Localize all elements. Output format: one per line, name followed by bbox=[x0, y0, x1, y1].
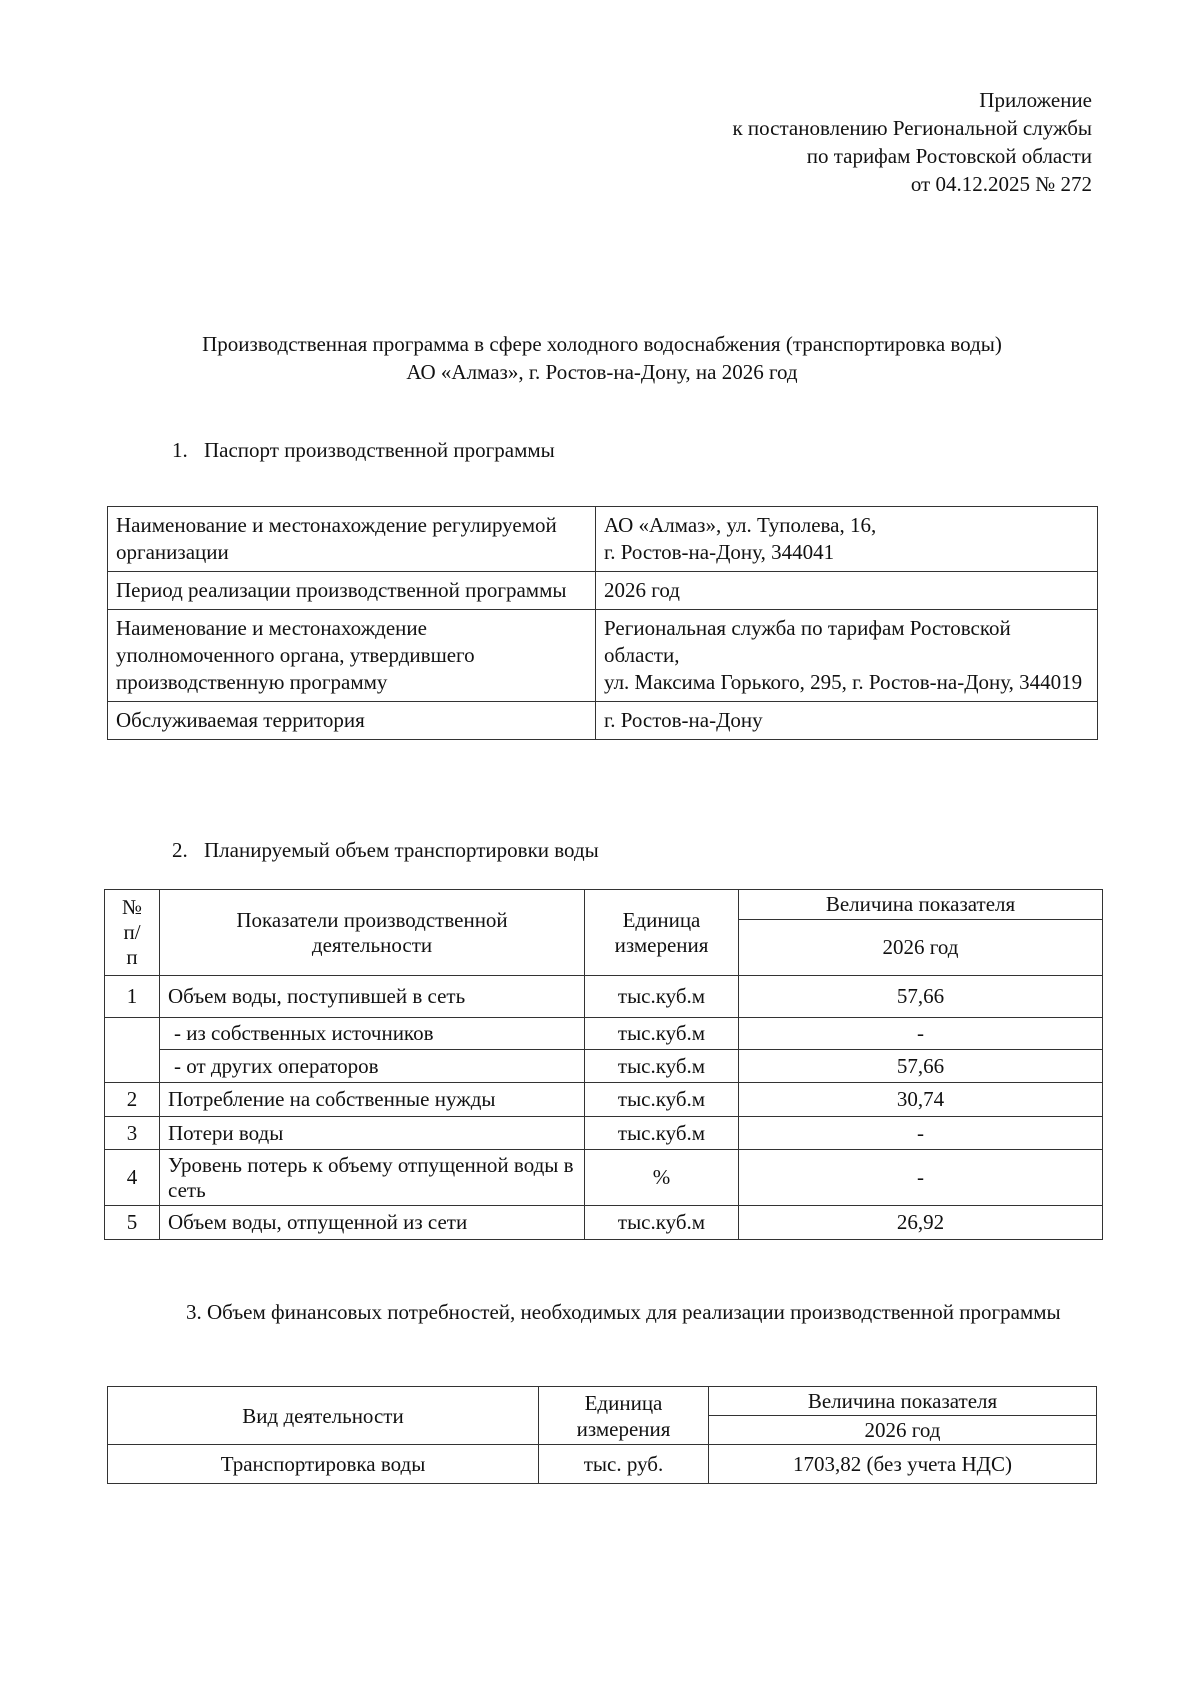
passport-label: Обслуживаемая территория bbox=[108, 702, 596, 740]
header-year: 2026 год bbox=[739, 920, 1103, 976]
header-value: Величина показателя bbox=[739, 890, 1103, 920]
row-indicator: Потребление на собственные нужды bbox=[160, 1083, 585, 1117]
row-unit: тыс.куб.м bbox=[585, 1083, 739, 1117]
table-row bbox=[108, 572, 1098, 610]
value-line: г. Ростов-на-Дону bbox=[604, 708, 763, 732]
value-line: г. Ростов-на-Дону, 344041 bbox=[604, 540, 835, 564]
row-value: - bbox=[739, 1150, 1103, 1206]
table-row bbox=[105, 976, 1103, 1018]
table-row bbox=[108, 702, 1098, 740]
row-value: 30,74 bbox=[739, 1083, 1103, 1117]
row-num: 5 bbox=[105, 1206, 160, 1240]
finance-table bbox=[107, 1386, 1097, 1484]
appendix-line: Приложение bbox=[979, 88, 1092, 112]
row-value: - bbox=[739, 1117, 1103, 1150]
row-num: 3 bbox=[105, 1117, 160, 1150]
row-indicator: - из собственных источников bbox=[160, 1018, 585, 1050]
section-title: Паспорт производственной программы bbox=[204, 438, 555, 462]
section-number: 1. bbox=[172, 438, 188, 462]
table-row bbox=[105, 1150, 1103, 1206]
section-title: Планируемый объем транспортировки воды bbox=[204, 838, 599, 862]
title-line: АО «Алмаз», г. Ростов-на-Дону, на 2026 год bbox=[406, 360, 798, 384]
row-indicator: Объем воды, отпущенной из сети bbox=[160, 1206, 585, 1240]
row-unit: тыс. руб. bbox=[539, 1445, 709, 1484]
row-indicator: - от других операторов bbox=[160, 1050, 585, 1083]
volume-table bbox=[104, 889, 1103, 1240]
section-2-heading bbox=[172, 836, 599, 864]
table-row bbox=[105, 1206, 1103, 1240]
table-row bbox=[108, 610, 1098, 702]
header-num: № п/п bbox=[105, 890, 160, 976]
table-header-row bbox=[105, 890, 1103, 920]
row-num: 2 bbox=[105, 1083, 160, 1117]
row-num bbox=[105, 1018, 160, 1083]
section-number: 2. bbox=[172, 838, 188, 862]
passport-value bbox=[596, 702, 1098, 740]
row-indicator: Уровень потерь к объему отпущенной воды в сеть bbox=[160, 1150, 585, 1206]
row-value: - bbox=[739, 1018, 1103, 1050]
passport-label: Наименование и местонахождение регулируемой организации bbox=[108, 507, 596, 572]
value-line: 2026 год bbox=[604, 578, 680, 602]
header-unit: Единица измерения bbox=[585, 890, 739, 976]
row-unit: тыс.куб.м bbox=[585, 1206, 739, 1240]
row-indicator: Потери воды bbox=[160, 1117, 585, 1150]
appendix-line: по тарифам Ростовской области bbox=[806, 144, 1092, 168]
section-1-heading bbox=[172, 436, 555, 464]
appendix-line: от 04.12.2025 № 272 bbox=[910, 172, 1092, 196]
row-unit: тыс.куб.м bbox=[585, 976, 739, 1018]
table-row bbox=[105, 1083, 1103, 1117]
table-row bbox=[105, 1050, 1103, 1083]
passport-table bbox=[107, 506, 1098, 740]
row-value: 57,66 bbox=[739, 1050, 1103, 1083]
value-line: Региональная служба по тарифам Ростовской области, bbox=[604, 616, 1011, 667]
header-value: Величина показателя bbox=[709, 1387, 1097, 1416]
table-row bbox=[105, 1018, 1103, 1050]
row-unit: тыс.куб.м bbox=[585, 1018, 739, 1050]
row-value: 26,92 bbox=[739, 1206, 1103, 1240]
appendix-block bbox=[732, 86, 1092, 198]
passport-value bbox=[596, 507, 1098, 572]
passport-label: Период реализации производственной программы bbox=[108, 572, 596, 610]
appendix-line: к постановлению Региональной службы bbox=[732, 116, 1092, 140]
row-unit: % bbox=[585, 1150, 739, 1206]
row-indicator: Объем воды, поступившей в сеть bbox=[160, 976, 585, 1018]
section-3-heading: 3. Объем финансовых потребностей, необходимых для реализации производственной программы bbox=[186, 1300, 1061, 1324]
row-num: 4 bbox=[105, 1150, 160, 1206]
table-row bbox=[108, 1445, 1097, 1484]
value-line: АО «Алмаз», ул. Туполева, 16, bbox=[604, 513, 877, 537]
row-value: 1703,82 (без учета НДС) bbox=[709, 1445, 1097, 1484]
passport-value bbox=[596, 610, 1098, 702]
document-title bbox=[0, 330, 1200, 386]
title-line: Производственная программа в сфере холодного водоснабжения (транспортировка воды) bbox=[202, 332, 1002, 356]
passport-value bbox=[596, 572, 1098, 610]
row-activity: Транспортировка воды bbox=[108, 1445, 539, 1484]
row-unit: тыс.куб.м bbox=[585, 1050, 739, 1083]
row-unit: тыс.куб.м bbox=[585, 1117, 739, 1150]
table-row bbox=[108, 507, 1098, 572]
passport-label: Наименование и местонахождение уполномоченного органа, утвердившего производственную программу bbox=[108, 610, 596, 702]
header-activity: Вид деятельности bbox=[108, 1387, 539, 1445]
value-line: ул. Максима Горького, 295, г. Ростов-на-Дону, 344019 bbox=[604, 670, 1083, 694]
header-indicator: Показатели производственной деятельности bbox=[160, 890, 585, 976]
table-header-row bbox=[108, 1387, 1097, 1416]
header-year: 2026 год bbox=[709, 1416, 1097, 1445]
table-row bbox=[105, 1117, 1103, 1150]
row-value: 57,66 bbox=[739, 976, 1103, 1018]
row-num: 1 bbox=[105, 976, 160, 1018]
header-unit: Единица измерения bbox=[539, 1387, 709, 1445]
